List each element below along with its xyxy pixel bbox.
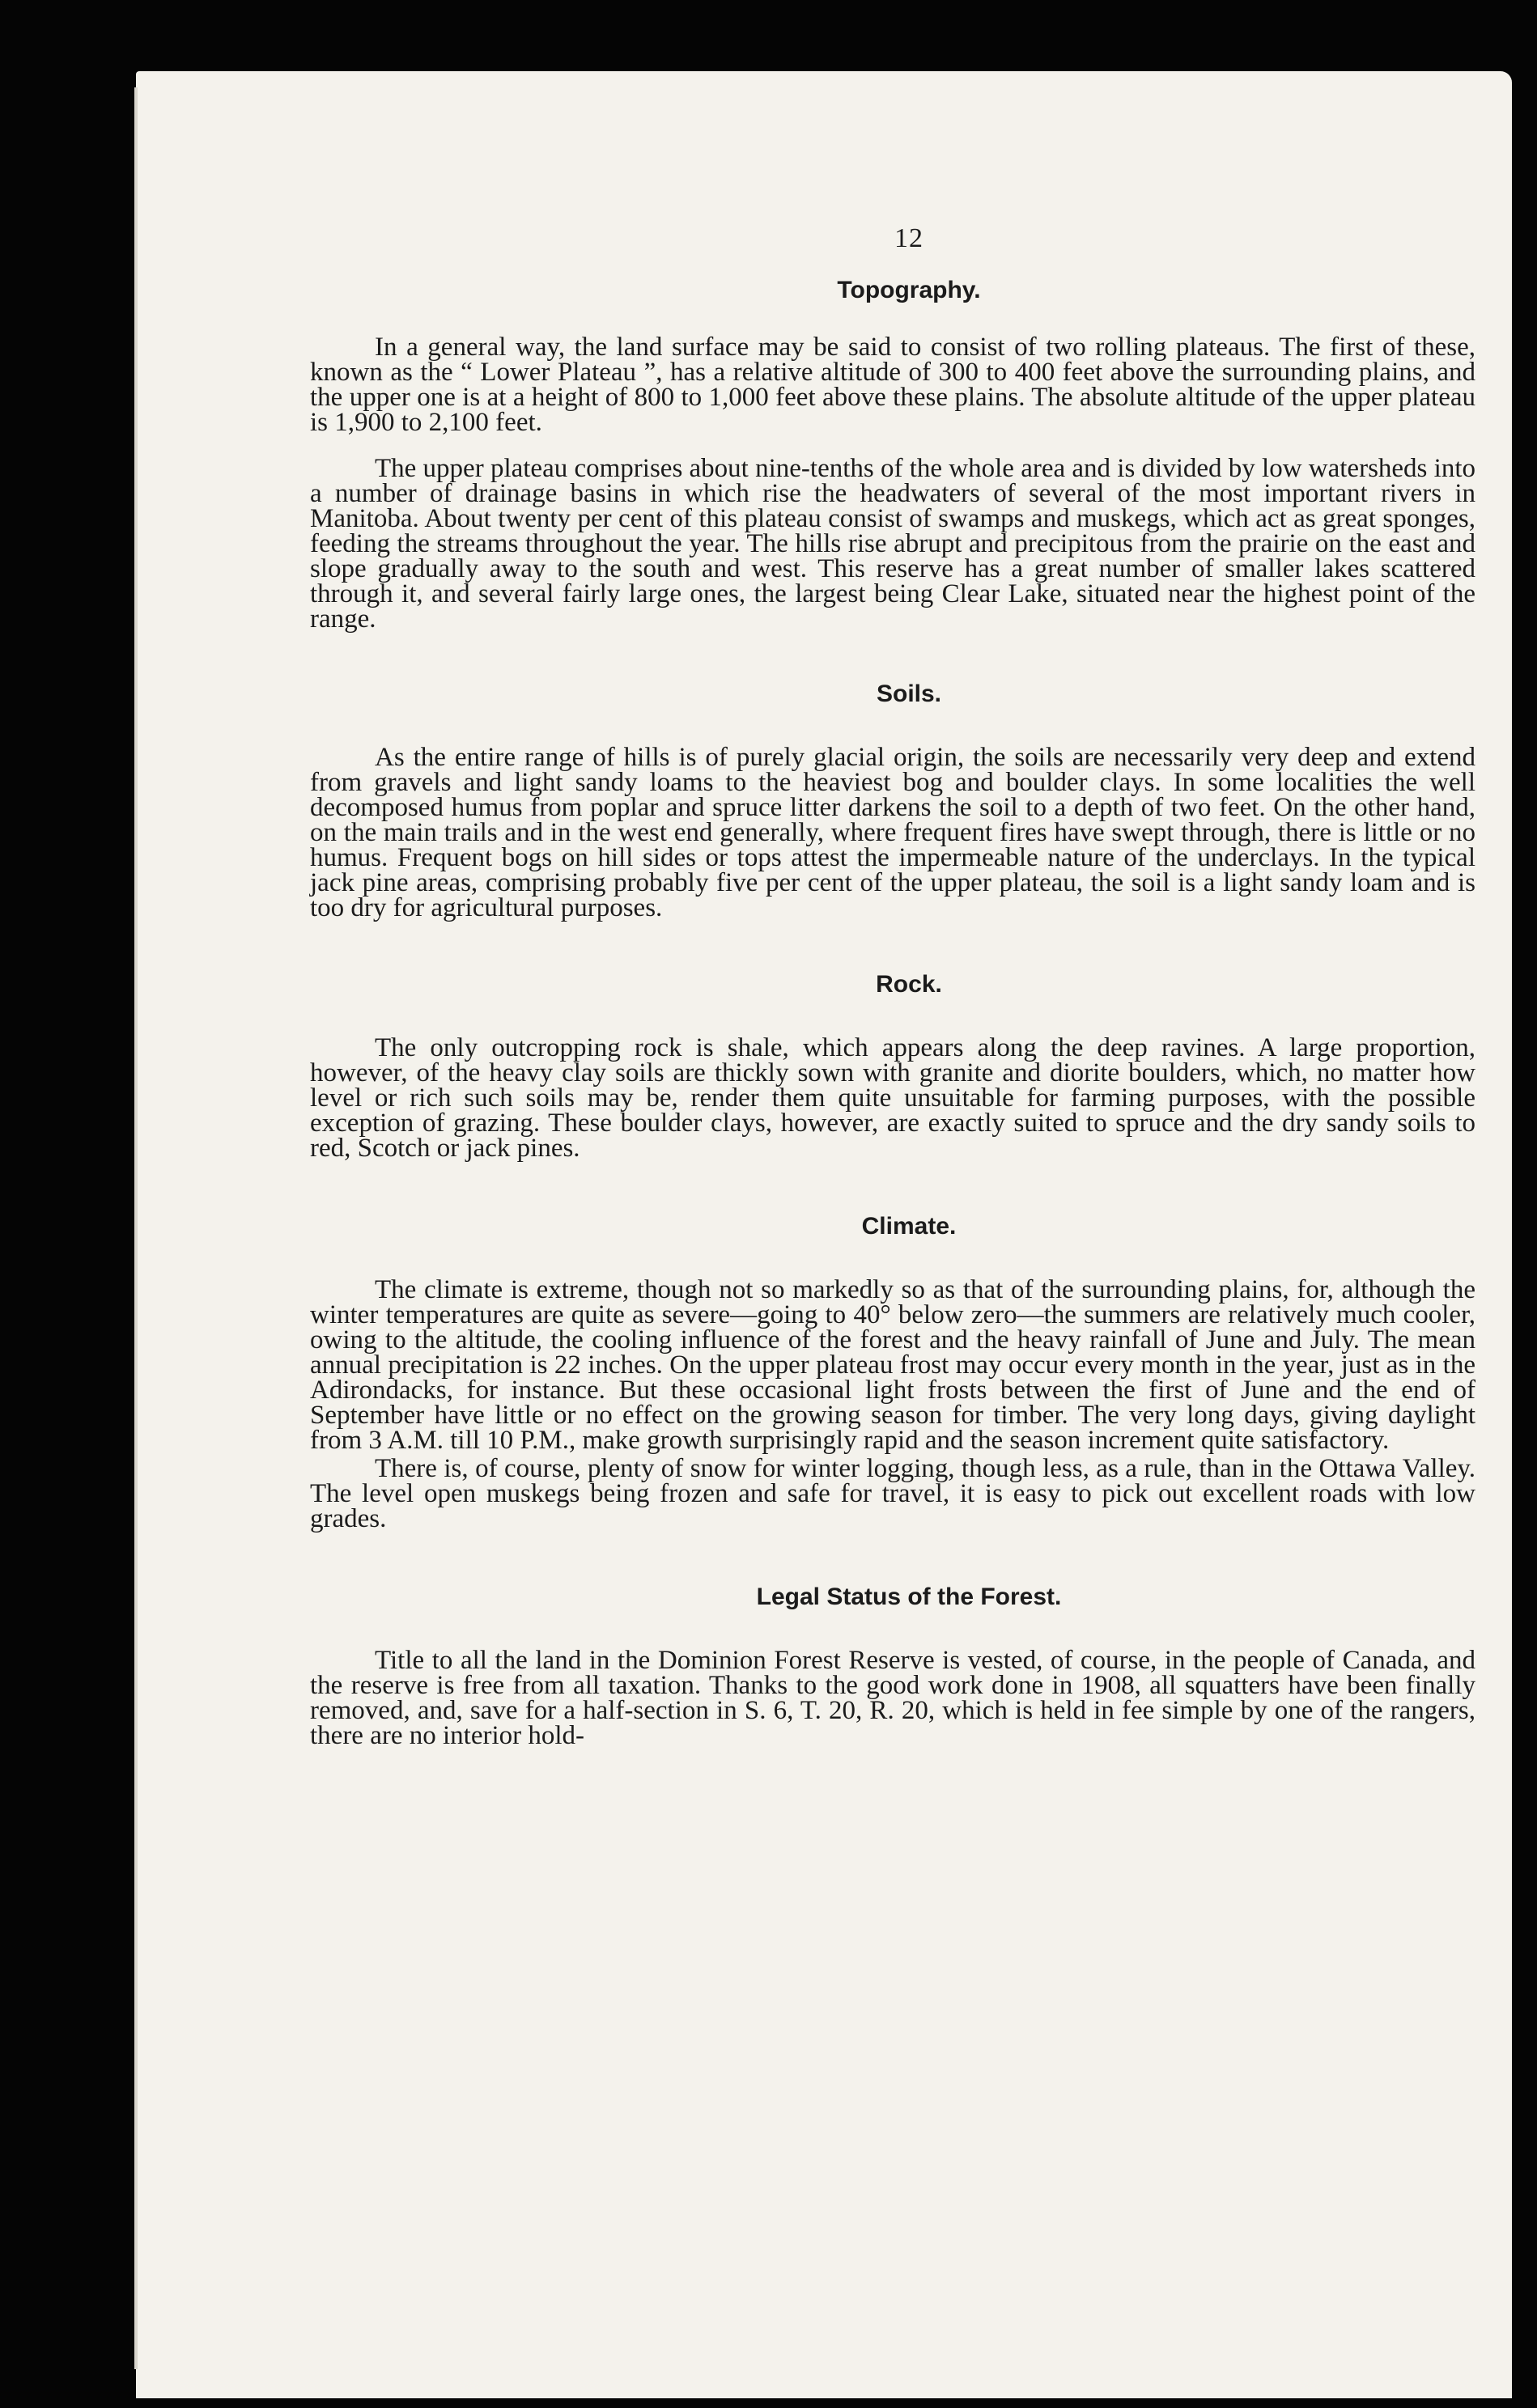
section-heading-climate: Climate.: [861, 1213, 957, 1240]
page-content: [310, 223, 1475, 1749]
paragraph-legal-status-1: Title to all the land in the Dominion Forest Reserve is vested, of course, in the people of Canada, and the reserve is free from all taxation. Thanks to the good work done in 1908, all squatters have been finally removed, and, save for a half-section in S. 6, T. 20, R. 20, which is held in fee simple by one of the rangers, there are no interior hold-: [310, 1646, 1475, 1750]
page-number: 12: [894, 223, 923, 253]
paragraph-climate-2: There is, of course, plenty of snow for winter logging, though less, as a rule, than in the Ottawa Valley. The level open muskegs being frozen and safe for travel, it is easy to pick out excellent roads with low grades.: [310, 1454, 1475, 1533]
paragraph-topography-1: In a general way, the land surface may be said to consist of two rolling plateaus. The first of these, known as the “ Lower Plateau ”, has a relative altitude of 300 to 400 feet above the surrounding plains, and the upper one is at a height of 800 to 1,000 feet above these plains. The absolute altitude of the upper plateau is 1,900 to 2,100 feet.: [310, 333, 1475, 437]
paragraph-climate-1: The climate is extreme, though not so markedly so as that of the surrounding plains, for, although the winter temperatures are quite as severe—going to 40° below zero—the summers are relatively much cooler, owing to the altitude, the cooling influence of the forest and the heavy rainfall of June and July. The mean annual precipitation is 22 inches. On the upper plateau frost may occur every month in the year, just as in the Adirondacks, for instance. But these occasional light frosts between the first of June and the end of September have little or no effect on the growing season for timber. The very long days, giving daylight from 3 A.M. till 10 P.M., make growth surprisingly rapid and the season increment quite satisfactory.: [310, 1275, 1475, 1455]
paragraph-topography-2: The upper plateau comprises about nine-tenths of the whole area and is divided by low watersheds into a number of drainage basins in which rise the headwaters of several of the most important rivers in Manitoba. About twenty per cent of this plateau consist of swamps and muskegs, which act as great sponges, feeding the streams throughout the year. The hills rise abrupt and precipitous from the prairie on the east and slope gradually away to the south and west. This reserve has a great number of smaller lakes scattered through it, and several fairly large ones, the largest being Clear Lake, situated near the highest point of the range.: [310, 454, 1475, 634]
paragraph-rock-1: The only outcropping rock is shale, which appears along the deep ravines. A large proportion, however, of the heavy clay soils are thickly sown with granite and diorite boulders, which, no matter how level or rich such soils may be, render them quite unsuitable for farming purposes, with the possible exception of grazing. These boulder clays, however, are exactly suited to spruce and the dry sandy soils to red, Scotch or jack pines.: [310, 1033, 1475, 1163]
section-heading-soils: Soils.: [876, 680, 942, 707]
section-rock: [310, 971, 1475, 1161]
section-climate: [310, 1213, 1475, 1532]
scanned-page: [136, 71, 1512, 2398]
section-legal-status: [310, 1583, 1475, 1749]
section-soils: [310, 680, 1475, 921]
paragraph-soils-1: As the entire range of hills is of purely glacial origin, the soils are necessarily very deep and extend from gravels and light sandy loams to the heaviest bog and boulder clays. In some localities the well decomposed humus from poplar and spruce litter darkens the soil to a depth of two feet. On the other hand, on the main trails and in the west end generally, where frequent fires have swept through, there is little or no humus. Frequent bogs on hill sides or tops attest the impermeable nature of the underclays. In the typical jack pine areas, comprising probably five per cent of the upper plateau, the soil is a light sandy loam and is too dry for agricultural purposes.: [310, 743, 1475, 922]
section-heading-topography: Topography.: [837, 277, 981, 303]
section-heading-rock: Rock.: [876, 971, 942, 998]
section-topography: [310, 277, 1475, 632]
section-heading-legal-status: Legal Status of the Forest.: [756, 1583, 1062, 1610]
